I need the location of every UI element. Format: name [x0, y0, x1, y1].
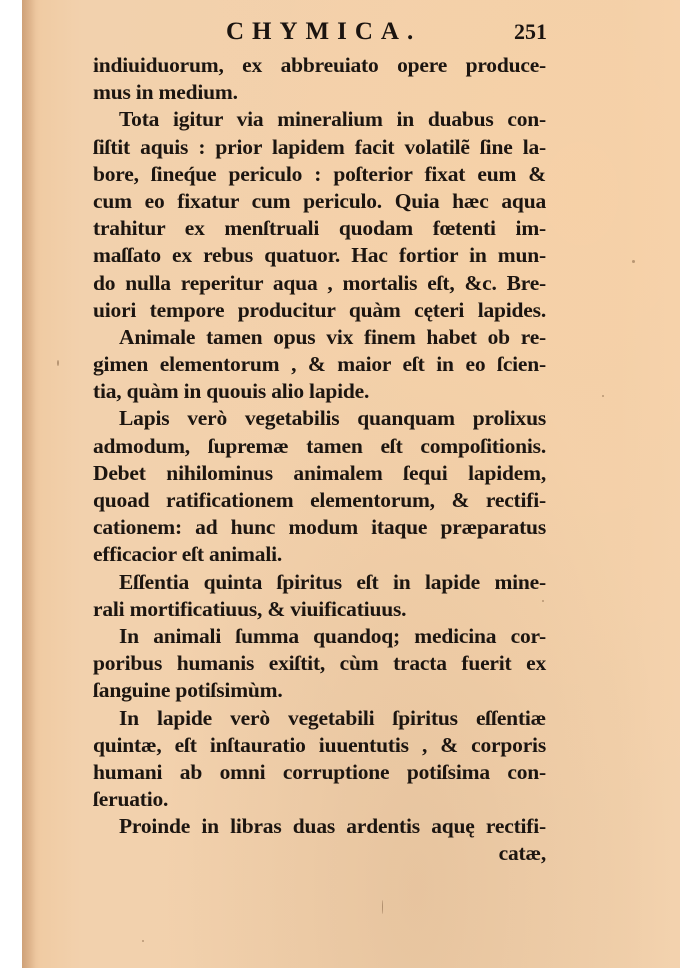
- text-line: quintæ, eſt inſtauratio iuuentutis , & corporis: [93, 732, 546, 757]
- text-line: Eſſentia quinta ſpiritus eſt in lapide mine-: [119, 569, 546, 594]
- running-head-title: CHYMICA.: [226, 18, 422, 45]
- paper-speck: [632, 260, 635, 263]
- text-line: ſiſtit aquis : prior lapidem facit volatilẽ ſine la-: [93, 134, 546, 159]
- paper-speck: [602, 395, 604, 397]
- text-line: gimen elementorum , & maior eſt in eo ſcien-: [93, 352, 546, 377]
- text-line: ſanguine potiſsimùm.: [93, 678, 283, 703]
- book-page: [22, 0, 680, 968]
- running-head: [22, 18, 680, 52]
- text-line: Animale tamen opus vix finem habet ob re-: [119, 324, 546, 349]
- page-number: 251: [514, 19, 547, 44]
- text-line: indiuiduorum, ex abbreuiato opere produce-: [93, 53, 546, 77]
- text-line: In animali ſumma quandoq; medicina cor-: [119, 623, 546, 648]
- paper-speck: [142, 940, 144, 942]
- text-line: cationem: ad hunc modum itaque præparatus: [93, 515, 546, 540]
- text-line: In lapide verò vegetabili ſpiritus eſſentiæ: [119, 705, 546, 730]
- text-line: humani ab omni corruptione potiſsima con-: [93, 759, 546, 784]
- text-line: Lapis verò vegetabilis quanquam prolixus: [119, 406, 546, 431]
- text-line: maſſato ex rebus quatuor. Hac fortior in mun-: [93, 243, 546, 268]
- text-line: efficacior eſt animali.: [93, 542, 283, 567]
- text-line: Debet nihilominus animalem ſequi lapidem,: [93, 460, 546, 485]
- text-line: bore, ſineq́ue periculo : poſterior fixat eum &: [93, 161, 546, 186]
- text-line: rali mortificatiuus, & viuificatiuus.: [93, 596, 407, 621]
- text-line: ſeruatio.: [93, 787, 169, 812]
- text-line: do nulla reperitur aqua , mortalis eſt, &c. Bre-: [93, 270, 546, 295]
- text-line: tia, quàm in quouis alio lapide.: [93, 379, 370, 404]
- text-line: uiori tempore producitur quàm cęteri lapides.: [93, 297, 546, 322]
- text-line: quoad ratificationem elementorum, & rectifi-: [93, 488, 546, 512]
- paper-speck: [57, 360, 59, 366]
- body-text: [93, 52, 546, 868]
- text-line: trahitur ex menſtruali quodam fœtenti im-: [93, 216, 546, 241]
- text-line: cum eo fixatur cum periculo. Quia hæc aqua: [93, 188, 546, 213]
- catchword: catæ,: [498, 841, 546, 866]
- text-line: poribus humanis exiſtit, cùm tracta fuerit ex: [93, 651, 546, 676]
- text-line: admodum, ſupremæ tamen eſt compoſitionis.: [93, 433, 546, 458]
- text-line: Proinde in libras duas ardentis aquę rectifi-: [119, 814, 546, 839]
- paper-speck: [382, 900, 383, 914]
- page-gutter-shadow: [22, 0, 36, 968]
- text-line: Tota igitur via mineralium in duabus con-: [119, 107, 546, 132]
- text-line: mus in medium.: [93, 80, 238, 105]
